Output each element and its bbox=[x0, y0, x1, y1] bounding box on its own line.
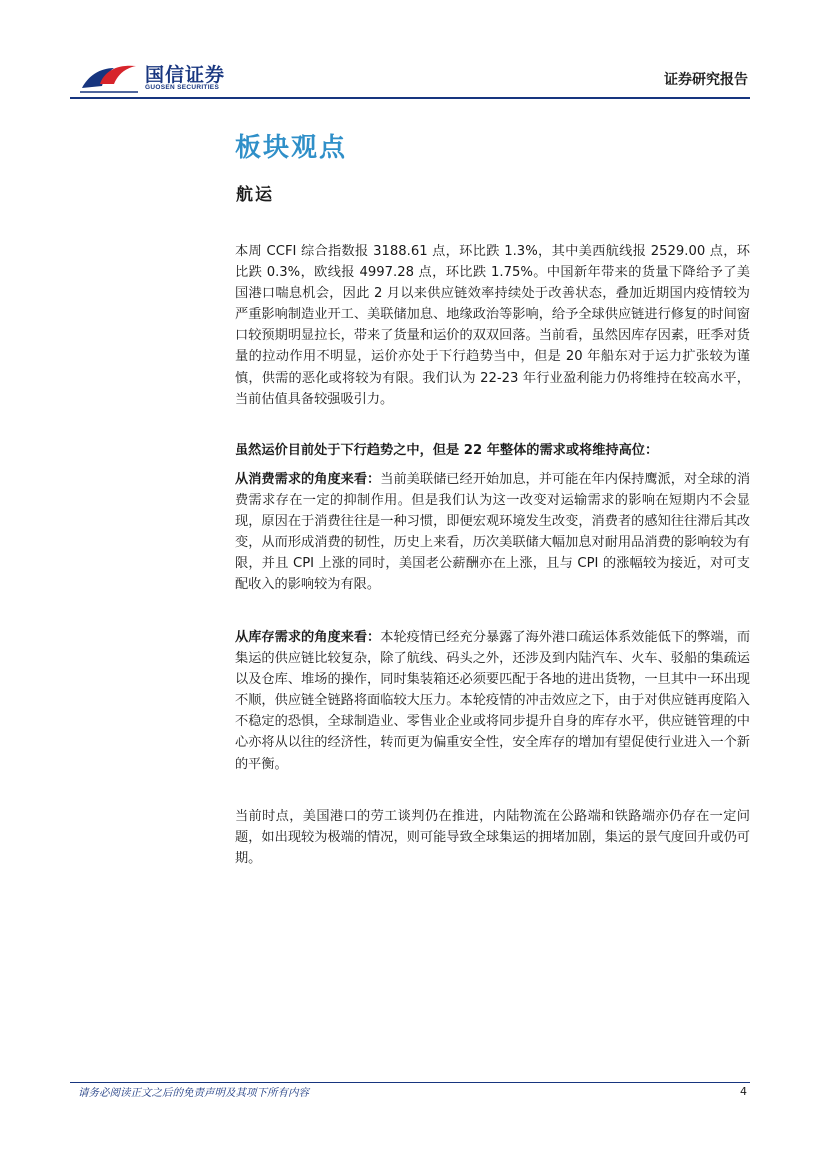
guosen-logo-mark-icon bbox=[78, 58, 140, 94]
inventory-demand-body: 本轮疫情已经充分暴露了海外港口疏运体系效能低下的弊端，而集运的供应链比较复杂，除了航线、码头之外，还涉及到内陆汽车、火车、驳船的集疏运以及仓库、堆场的操作，同时集装箱还必须要匹配于各地的进出货物，一旦其中一环出现不顺，供应链全链路将面临较大压力。本轮疫情的冲击效应之下，由于对供应链再度陷入不稳定的恐惧，全球制造业、零售业企业或将同步提升自身的库存水平，供应链管理的中心亦将从以往的经济性，转而更为偏重安全性，安全库存的增加有望促使行业进入一个新的平衡。 bbox=[235, 630, 751, 772]
page-number: 4 bbox=[740, 1085, 747, 1098]
logo-english-name: GUOSEN SECURITIES bbox=[145, 84, 220, 91]
paragraph-inventory-demand bbox=[235, 627, 750, 775]
paragraph-consumer-demand bbox=[235, 469, 750, 596]
footer-disclaimer: 请务必阅读正文之后的免责声明及其项下所有内容 bbox=[78, 1087, 309, 1099]
paragraph-market-summary: 本周 CCFI 综合指数报 3188.61 点，环比跌 1.3%，其中美西航线报 2529.00 点，环比跌 0.3%，欧线报 4997.28 点，环比跌 1.75%。中国新年带来的货量下降给予了美国港口喘息机会，因此 2 月以来供应链效率持续处于改善状态，叠加近期国内疫情较为严重影响制造业开工、美联储加息、地缘政治等影响，给予全球供应链进行修复的时间窗口较预期明显拉长，带来了货量和运价的双双回落。当前看，虽然因库存因素，旺季对货量的拉动作用不明显，运价亦处于下行趋势当中，但是 20 年船东对于运力扩张较为谨慎，供需的恶化或将较为有限。我们认为 22-23 年行业盈利能力仍将维持在较高水平，当前估值具备较强吸引力。 bbox=[235, 244, 750, 407]
inventory-demand-lead: 从库存需求的角度来看： bbox=[235, 630, 381, 645]
paragraph-outlook: 当前时点，美国港口的劳工谈判仍在推进，内陆物流在公路端和铁路端亦仍存在一定问题，如出现较为极端的情况，则可能导致全球集运的拥堵加剧，集运的景气度回升或仍可期。 bbox=[235, 809, 750, 867]
logo-chinese-name: 国信证券 bbox=[145, 64, 226, 86]
guosen-logo bbox=[78, 56, 238, 96]
key-thesis-line: 虽然运价目前处于下行趋势之中，但是 22 年整体的需求或将维持高位： bbox=[235, 443, 659, 458]
consumer-demand-lead: 从消费需求的角度来看： bbox=[235, 472, 381, 487]
report-type-label: 证券研究报告 bbox=[664, 72, 748, 88]
header-divider bbox=[70, 97, 750, 99]
section-title: 板块观点 bbox=[235, 133, 348, 163]
footer-divider bbox=[70, 1082, 750, 1083]
page-header bbox=[78, 56, 748, 96]
consumer-demand-body: 当前美联储已经开始加息，并可能在年内保持鹰派，对全球的消费需求存在一定的抑制作用。但是我们认为这一改变对运输需求的影响在短期内不会显现，原因在于消费往往是一种习惯，即便宏观环境发生改变，消费者的感知往往滞后其改变，从而形成消费的韧性，历史上来看，历次美联储大幅加息对耐用品消费的影响较为有限，并且 CPI 上涨的同时，美国老公薪酬亦在上涨，且与 CPI 的涨幅较为接近，对可支配收入的影响较为有限。 bbox=[235, 472, 751, 593]
subsection-title: 航运 bbox=[236, 185, 274, 205]
